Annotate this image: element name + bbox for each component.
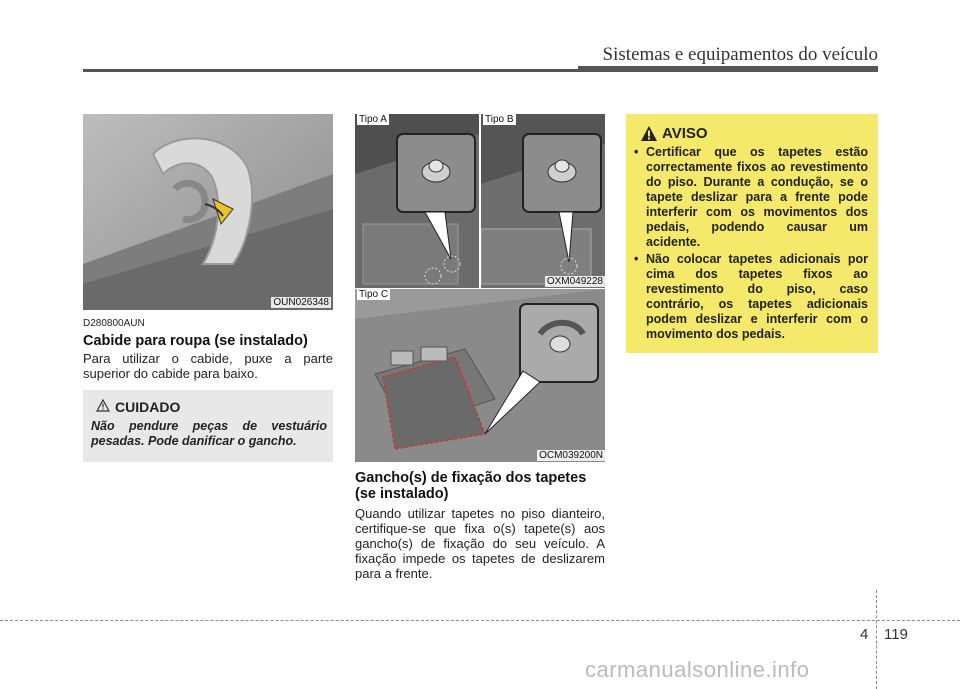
mat-hook-heading-line2: (se instalado) — [355, 486, 449, 502]
label-type-b: Tipo B — [485, 114, 514, 125]
footer-divider — [876, 590, 877, 689]
photo-code-c: OCM039200N — [539, 450, 603, 461]
caution-title: CUIDADO — [115, 399, 181, 415]
page-number: 119 — [884, 626, 908, 643]
warning-title: AVISO — [662, 125, 708, 142]
caution-text: Não pendure peças de vestuário pesadas. Pode danificar o gancho. — [91, 419, 327, 448]
photo-code: OUN026348 — [273, 297, 329, 308]
warning-triangle-icon — [640, 125, 658, 142]
coat-hook-photo — [83, 114, 333, 310]
floor-mat-c-illustration — [355, 289, 605, 462]
mat-hook-heading-line1: Gancho(s) de fixação dos tapetes — [355, 470, 587, 486]
label-type-a: Tipo A — [359, 114, 387, 125]
mat-hook-photo-type-a — [355, 114, 479, 288]
warning-item: • Certificar que os tapetes estão correctamente fixos ao revestimento do piso. Durante a condução, se o tapete deslizar para a frente pode interferir com os movimentos dos pedais, podendo causar um acidente. — [632, 145, 868, 250]
caution-box — [83, 390, 333, 462]
floor-mat-a-illustration — [355, 114, 479, 288]
section-code: D280800AUN — [83, 318, 145, 329]
coat-hook-heading: Cabide para roupa (se instalado) — [83, 333, 308, 349]
chapter-number: 4 — [860, 626, 869, 643]
coat-hook-illustration — [83, 114, 333, 310]
caution-warning-icon — [96, 399, 110, 412]
floor-mat-b-illustration — [481, 114, 605, 288]
mat-hook-body: Quando utilizar tapetes no piso dianteiro, certifique-se que fixa o(s) tapete(s) aos gancho(s) de fixação do seu veículo. A fixação impede os tapetes de deslizarem para a frente. — [355, 506, 605, 581]
warning-box — [626, 114, 878, 353]
mat-hook-photo-type-b — [481, 114, 605, 288]
mat-hook-photo-type-c — [355, 289, 605, 462]
header-rule-thick — [578, 66, 878, 72]
watermark: carmanualsonline.info — [585, 657, 810, 682]
warning-item: • Não colocar tapetes adicionais por cima dos tapetes fixos ao revestimento do piso, caso contrário, os tapetes adicionais podem deslizar e interferir com o movimento dos pedais. — [632, 252, 868, 342]
footer-rule — [0, 620, 960, 621]
photo-code-ab: OXM049228 — [546, 276, 603, 287]
coat-hook-body: Para utilizar o cabide, puxe a parte superior do cabide para baixo. — [83, 351, 333, 381]
label-type-c: Tipo C — [359, 289, 389, 300]
warning-list — [632, 145, 868, 344]
page-header-title: Sistemas e equipamentos do veículo — [602, 44, 878, 65]
